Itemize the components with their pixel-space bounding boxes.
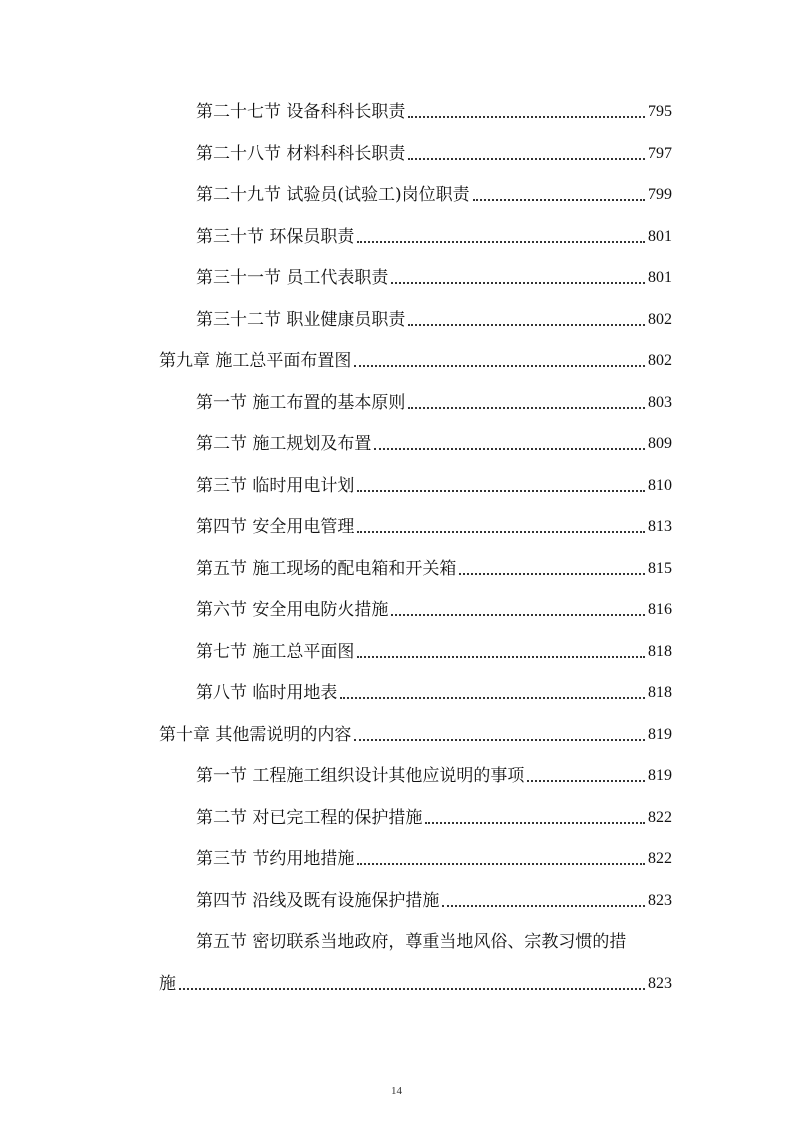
toc-page-number: 823: [648, 892, 672, 909]
toc-row: [196, 425, 672, 455]
toc-page-number: 823: [648, 975, 672, 992]
toc-row: [159, 716, 672, 746]
toc-page-number: 802: [648, 352, 672, 369]
toc-label: 第三节 临时用电计划: [196, 476, 355, 496]
dot-leader: [391, 614, 645, 616]
toc-entry[interactable]: [0, 384, 793, 414]
dot-leader: [391, 282, 645, 284]
toc-label: 第四节 安全用电管理: [196, 517, 355, 537]
toc-entry[interactable]: [0, 259, 793, 289]
toc-row: [196, 757, 672, 787]
toc-row: [196, 633, 672, 663]
toc-row: [196, 301, 672, 331]
dot-leader: [357, 241, 645, 243]
toc-row: [196, 550, 672, 580]
toc-page-number: 813: [648, 518, 672, 535]
toc-label: 第五节 施工现场的配电箱和开关箱: [196, 559, 457, 579]
toc-row: [196, 508, 672, 538]
toc-page-number: 819: [648, 726, 672, 743]
toc-entry[interactable]: [0, 674, 793, 704]
dot-leader: [459, 573, 645, 575]
toc-row: [196, 591, 672, 621]
toc-label: 第三十一节 员工代表职责: [196, 268, 389, 288]
dot-leader: [408, 407, 645, 409]
dot-leader: [357, 863, 645, 865]
toc-entry[interactable]: [0, 591, 793, 621]
toc-label: 第三十二节 职业健康员职责: [196, 310, 406, 330]
toc-label-line2: 施: [159, 974, 176, 994]
toc-entry[interactable]: [0, 93, 793, 123]
toc-page-number: 809: [648, 435, 672, 452]
toc-row: [196, 799, 672, 829]
toc-entry[interactable]: [0, 425, 793, 455]
dot-leader: [357, 531, 645, 533]
toc-row: [196, 93, 672, 123]
toc-label: 第四节 沿线及既有设施保护措施: [196, 891, 440, 911]
toc-entry[interactable]: [0, 633, 793, 663]
toc-row: [196, 384, 672, 414]
dot-leader: [408, 158, 645, 160]
dot-leader: [357, 490, 645, 492]
toc-page-number: 818: [648, 684, 672, 701]
toc-label: 第七节 施工总平面图: [196, 642, 355, 662]
toc-entry[interactable]: [0, 550, 793, 580]
toc-label: 第三十节 环保员职责: [196, 227, 355, 247]
dot-leader: [374, 448, 645, 450]
toc-page-number: 822: [648, 850, 672, 867]
toc-label: 第二十九节 试验员(试验工)岗位职责: [196, 185, 470, 205]
toc-page-number: 795: [648, 103, 672, 120]
toc-page-number: 803: [648, 394, 672, 411]
toc-entry[interactable]: [0, 882, 793, 912]
toc-row: [196, 840, 672, 870]
toc-page-number: 815: [648, 560, 672, 577]
toc-label-line1: 第五节 密切联系当地政府，尊重当地风俗、宗教习惯的措: [196, 932, 627, 952]
toc-row: [159, 965, 672, 995]
toc-label: 第三节 节约用地措施: [196, 849, 355, 869]
toc-entry[interactable]: [0, 135, 793, 165]
toc-entry[interactable]: [0, 508, 793, 538]
dot-leader: [408, 116, 645, 118]
toc-entry[interactable]: [0, 218, 793, 248]
toc-page-number: 818: [648, 643, 672, 660]
toc-label: 第一节 工程施工组织设计其他应说明的事项: [196, 766, 525, 786]
toc-label: 第二节 对已完工程的保护措施: [196, 808, 423, 828]
toc-label: 第八节 临时用地表: [196, 683, 338, 703]
toc-page-number: 822: [648, 809, 672, 826]
toc-page-number: 819: [648, 767, 672, 784]
toc-entry[interactable]: [0, 301, 793, 331]
dot-leader: [357, 656, 645, 658]
dot-leader: [179, 988, 645, 990]
toc-page-number: 799: [648, 186, 672, 203]
toc-label: 第二十七节 设备科科长职责: [196, 102, 406, 122]
toc-page-number: 810: [648, 477, 672, 494]
toc-entry[interactable]: [0, 342, 793, 372]
toc-row: [196, 467, 672, 497]
toc-page-number: 801: [648, 269, 672, 286]
dot-leader: [340, 697, 645, 699]
toc-row: [196, 674, 672, 704]
toc-entry[interactable]: [0, 757, 793, 787]
toc-label: 第二十八节 材料科科长职责: [196, 144, 406, 164]
toc-entry[interactable]: [0, 799, 793, 829]
dot-leader: [442, 905, 645, 907]
toc-row: [196, 176, 672, 206]
toc-row: [196, 259, 672, 289]
dot-leader: [354, 365, 645, 367]
toc-label: 第一节 施工布置的基本原则: [196, 393, 406, 413]
toc-row: [196, 218, 672, 248]
toc-page-number: 797: [648, 145, 672, 162]
toc-label: 第六节 安全用电防火措施: [196, 600, 389, 620]
toc-entry[interactable]: [0, 176, 793, 206]
toc-row: [196, 135, 672, 165]
dot-leader: [527, 780, 645, 782]
toc-page-number: 816: [648, 601, 672, 618]
toc-row: [159, 342, 672, 372]
toc-entry[interactable]: [0, 716, 793, 746]
toc-entry[interactable]: [0, 467, 793, 497]
toc-page-number: 802: [648, 311, 672, 328]
toc-label: 第九章 施工总平面布置图: [159, 351, 352, 371]
toc-entry[interactable]: [0, 840, 793, 870]
page-number-footer: 14: [391, 1085, 402, 1097]
toc-label: 第十章 其他需说明的内容: [159, 725, 352, 745]
dot-leader: [425, 822, 645, 824]
toc-row: [196, 882, 672, 912]
toc-page-number: 801: [648, 228, 672, 245]
dot-leader: [408, 324, 645, 326]
dot-leader: [473, 199, 645, 201]
dot-leader: [354, 739, 645, 741]
toc-label: 第二节 施工规划及布置: [196, 434, 372, 454]
toc-entry-wrapped[interactable]: [0, 925, 793, 995]
